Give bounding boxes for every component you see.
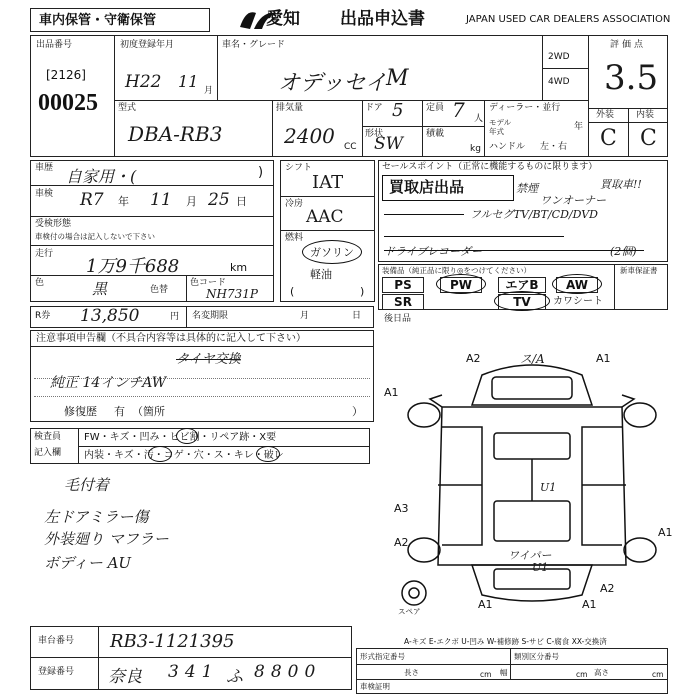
car-history-paren: ) [258, 165, 264, 180]
doors-label: ドア [365, 103, 383, 113]
vehicle-cert-label: 車検証明 [360, 682, 390, 691]
options-label: 装備品（純正品に限り◎をつけてください） [382, 266, 532, 275]
fuel-paren-close: ) [360, 285, 365, 298]
listing-number: 00025 [38, 90, 98, 116]
listing-number-label: 出品番号 [36, 40, 73, 50]
option-ps: PS [382, 277, 424, 293]
model-year-label-1: モデル [489, 118, 512, 127]
inspector-label-2: 記入欄 [34, 448, 62, 458]
inspector-label-1: 検査員 [34, 432, 62, 442]
color-code: NH731P [206, 287, 258, 301]
car-name: オデッセイ [278, 71, 387, 96]
selling-line-3: (2個) [610, 245, 637, 258]
body-label: 形状 [365, 129, 384, 139]
damage-legend: A-キズ E-エクボ U-凹み W-補修跡 S-サビ C-腐食 XX-交換済 [404, 637, 607, 646]
category-number-label: 類別区分番号 [514, 652, 559, 661]
storage-label: 車内保管・守衛保管 [39, 13, 157, 28]
option-pw-circle [436, 274, 486, 294]
selling-points-label: セールスポイント（正常に機能するものに限ります） [382, 162, 598, 172]
post-item-label: 後日品 [384, 314, 412, 324]
option-aw: AW [556, 277, 598, 293]
diagram-wiper-note: ワイパー [508, 549, 552, 562]
cc-unit: CC [344, 142, 357, 152]
selling-line-2: ドライブレコーダー [384, 245, 482, 258]
option-pw: PW [440, 277, 482, 293]
option-airbag: エアB [498, 277, 546, 293]
transfer-deadline-label: 名変期限 [192, 311, 229, 321]
color-label: 色 [35, 278, 45, 288]
displacement: 2400 [284, 124, 335, 148]
rating-label: 評価点 [610, 40, 647, 50]
repair-history-place: （箇所 [132, 405, 165, 418]
diagram-wiper-code: U1 [532, 561, 549, 574]
mileage-label: 走行 [35, 249, 54, 259]
first-registration-year: H22 [125, 72, 162, 92]
color-code-label: 色コード [190, 278, 227, 288]
transfer-day-unit: 日 [352, 311, 362, 321]
diagram-label-left-rear: A2 [394, 536, 409, 549]
selling-line-1: フルセグTV/BT/CD/DVD [470, 208, 599, 221]
mileage-unit: km [230, 261, 248, 274]
org-english-name: JAPAN USED CAR DEALERS ASSOCIATION [466, 14, 671, 25]
cert-number-label: 形式指定番号 [360, 652, 405, 661]
chassis-label: 車台番号 [38, 636, 75, 646]
mileage: 1万9千688 [86, 256, 180, 277]
org-name: 愛知 [266, 9, 300, 29]
rating-score: 3.5 [604, 58, 659, 98]
selling-points-highlight: 買取店出品 [389, 178, 465, 196]
selling-note-buyout: 買取車!! [600, 178, 642, 191]
first-registration-label: 初度登録年月 [120, 40, 175, 50]
diagram-label-left-mid: A3 [394, 502, 409, 515]
interior-grade: C [640, 126, 657, 151]
month-unit: 月 [204, 86, 214, 96]
inspection-era: R7 [80, 190, 104, 210]
registration-label: 登録番号 [38, 667, 75, 677]
fuel-label: 燃料 [285, 233, 304, 243]
fuel-paren-open: ( [290, 285, 295, 298]
shift: IAT [312, 172, 344, 193]
car-name-label: 車名・グレード [222, 40, 286, 50]
inspector-note-4: ボディー AU [44, 554, 132, 572]
handle-options: 左・右 [540, 142, 568, 152]
dim-length-unit: cm [480, 670, 492, 679]
registration-kana: ふ [226, 667, 243, 687]
color: 黒 [92, 280, 108, 298]
inspector-interior-items: 内装・キズ・汚・コゲ・穴・ス・キレ・破レ [84, 450, 284, 461]
inspection-month: 11 [150, 190, 172, 210]
acceptance-note: 車検付の場合は記入しないで下さい [35, 232, 155, 241]
car-history: 自家用・( [66, 167, 137, 186]
inspector-mark-3 [256, 446, 280, 462]
dealer-label: ディーラー・並行 [489, 103, 561, 113]
repair-history-close: ） [352, 405, 363, 418]
repair-history-value: 有 [114, 405, 125, 418]
acceptance-label: 受検形態 [35, 219, 72, 229]
dim-height-label: 高さ [594, 668, 609, 677]
model-year-unit: 年 [574, 122, 584, 132]
new-warranty-label: 新車保証書 [620, 266, 658, 275]
inspection-month-unit: 月 [186, 195, 197, 208]
displacement-label: 排気量 [276, 103, 304, 113]
car-outline-icon [382, 345, 682, 625]
capacity-unit: 人 [474, 114, 484, 124]
inspector-mark-1 [176, 428, 198, 444]
inspector-mark-2 [148, 446, 172, 462]
diagram-label-rear-left: A1 [478, 598, 493, 611]
price-label: R券 [35, 311, 51, 321]
exterior-grade: C [600, 126, 617, 151]
capacity: 7 [452, 98, 465, 122]
interior-label: 内装 [636, 110, 655, 120]
notes-struck: タイヤ交換 [176, 352, 241, 367]
diagram-label-rear-right: A1 [582, 598, 597, 611]
price-amount: 13,850 [80, 306, 140, 326]
selling-note-one-owner: ワンオーナー [540, 194, 606, 207]
form-title: 出品申込書 [340, 9, 425, 29]
inspection-label: 車検 [35, 189, 54, 199]
registration-number: 8800 [254, 662, 322, 682]
shift-label: シフト [285, 163, 313, 173]
inspection-day-unit: 日 [236, 195, 247, 208]
exterior-label: 外装 [596, 110, 615, 120]
model-code: DBA-RB3 [128, 122, 223, 146]
handle-label: ハンドル [489, 142, 526, 152]
diagram-label-rear-far: A2 [600, 582, 615, 595]
inspector-note-3: 外装廻り マフラー [44, 530, 169, 548]
diagram-spare-label: スペア [398, 607, 421, 616]
selling-points-highlight-box [382, 175, 514, 201]
model-code-label: 型式 [118, 103, 137, 113]
first-registration-month: 11 [178, 72, 199, 91]
doors: 5 [392, 100, 404, 121]
fuel-gasoline: ガソリン [310, 246, 354, 259]
inspection-day: 25 [208, 190, 230, 210]
drive-2wd: 2WD [548, 52, 570, 62]
ac-type: AAC [306, 207, 344, 227]
load-label: 積載 [426, 129, 445, 139]
diagram-label-left-front: A1 [384, 386, 399, 399]
load-unit: kg [470, 144, 481, 154]
dim-width-label: 幅 [500, 668, 508, 677]
car-grade: M [386, 66, 409, 91]
option-aw-circle [552, 274, 602, 294]
storage-label-box [30, 8, 210, 32]
selling-note-smoke-free: 禁煙 [516, 182, 538, 195]
option-tv-circle [494, 291, 550, 311]
registration-class: 341 [168, 662, 219, 682]
diagram-label-front-center: ス/A [520, 352, 545, 366]
dim-height-unit: cm [652, 670, 664, 679]
dim-length-label: 長さ [404, 668, 419, 677]
diagram-label-front-right: A1 [596, 352, 611, 365]
inspector-note-2: 左ドアミラー傷 [44, 508, 149, 526]
model-year-label-2: 年式 [489, 127, 504, 136]
car-history-label: 車歴 [35, 163, 54, 173]
diagram-label-right-rear: A1 [658, 526, 673, 539]
fuel-diesel: 軽油 [310, 268, 332, 281]
listing-bracket-number: [2126] [46, 68, 86, 82]
drive-4wd: 4WD [548, 77, 570, 87]
color-swap-label: 色替 [150, 285, 169, 295]
inspection-year-unit: 年 [118, 195, 129, 208]
transfer-month-unit: 月 [300, 311, 310, 321]
notes-text: 純正 14インチAW [50, 375, 167, 391]
option-tv: TV [498, 294, 546, 310]
option-sr: SR [382, 294, 424, 310]
inspector-exterior-items: FW・キズ・凹み・ヒビ割・リペア跡・X要 [84, 432, 277, 443]
capacity-label: 定員 [426, 103, 445, 113]
fuel-selection-circle [302, 240, 362, 264]
price-unit: 円 [170, 312, 180, 322]
chassis-number: RB3-1121395 [110, 631, 235, 652]
inspector-note-1: 毛付着 [64, 476, 110, 494]
ac-label: 冷房 [285, 199, 304, 209]
diagram-center-code: U1 [540, 481, 557, 494]
registration-city: 奈良 [108, 667, 142, 687]
damage-diagram [382, 345, 682, 625]
dim-width-unit: cm [576, 670, 588, 679]
option-seat: カワシート [553, 296, 603, 307]
notes-label: 注意事項申告欄（不具合内容等は具体的に記入して下さい） [36, 333, 306, 344]
repair-history-label: 修復歴 [64, 405, 97, 418]
body-type: SW [374, 134, 404, 154]
diagram-label-front-left: A2 [466, 352, 481, 365]
